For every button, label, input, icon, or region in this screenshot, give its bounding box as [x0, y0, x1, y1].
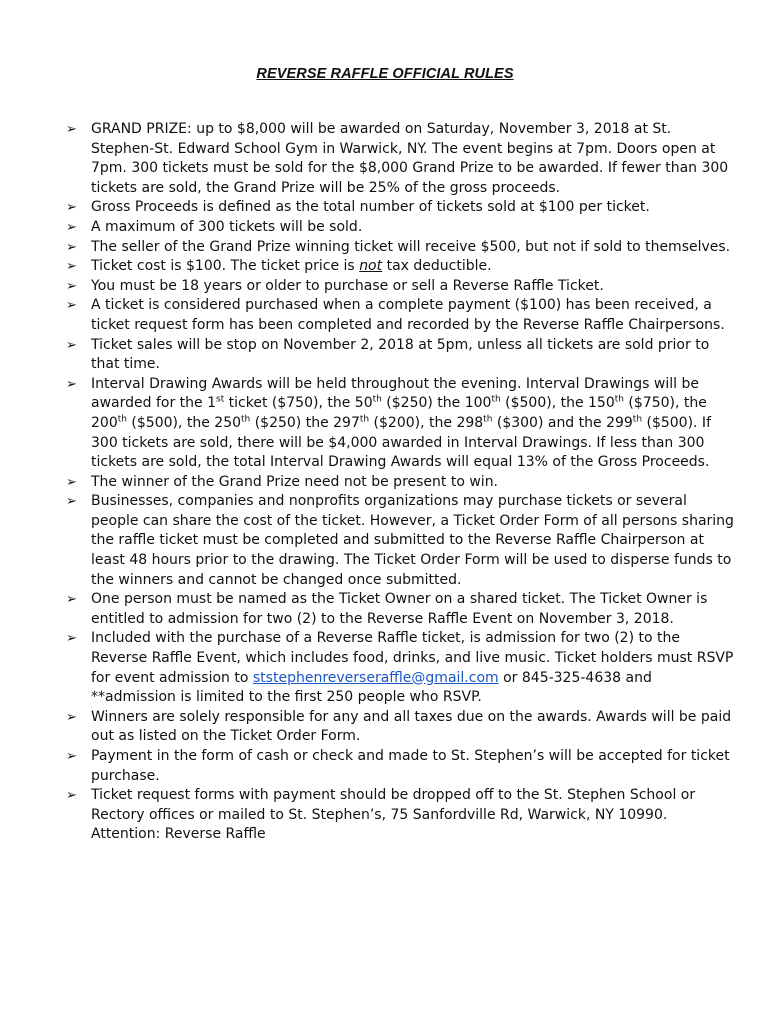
arrow-bullet-icon: ➢: [66, 278, 77, 294]
rule-grand-prize: [66, 120, 734, 198]
rule-text: ($250) the 100: [381, 395, 492, 412]
arrow-bullet-icon: ➢: [66, 239, 77, 255]
rule-text: ($500), the 150: [500, 395, 615, 412]
rule-text: The seller of the Grand Prize winning ticket will receive $500, but not if sold to themselves.: [91, 238, 731, 255]
emphasis-not: not: [359, 258, 383, 275]
arrow-bullet-icon: ➢: [66, 474, 77, 490]
rule-text: ($300) and the 299: [492, 414, 633, 431]
arrow-bullet-icon: ➢: [66, 298, 77, 314]
rule-text: Ticket request forms with payment should be dropped off to the St. Stephen School or Rectory offices or mailed to St. Stephen’s, 75 Sanfordville Rd, Warwick, NY 10990. Attention: Reverse Raffle: [91, 787, 696, 843]
ordinal-suffix: th: [632, 414, 643, 425]
arrow-bullet-icon: ➢: [66, 494, 77, 510]
arrow-bullet-icon: ➢: [66, 200, 77, 216]
rule-presence: [66, 473, 734, 493]
rule-text: or 845-325-4638 and **admission is limited to the first 250 people who RSVP.: [91, 669, 652, 706]
rule-text: Payment in the form of cash or check and made to St. Stephen’s will be accepted for ticket purchase.: [91, 748, 730, 784]
rule-ticket-cost: [66, 257, 734, 277]
arrow-bullet-icon: ➢: [66, 788, 77, 804]
rule-gross-proceeds: [66, 198, 734, 218]
arrow-bullet-icon: ➢: [66, 631, 77, 647]
arrow-bullet-icon: ➢: [66, 337, 77, 353]
arrow-bullet-icon: ➢: [66, 592, 77, 608]
page-title: REVERSE RAFFLE OFFICIAL RULES: [256, 66, 514, 82]
arrow-bullet-icon: ➢: [66, 749, 77, 764]
rule-sales-deadline: [66, 336, 734, 375]
rule-shared-tickets: [66, 492, 734, 590]
rule-text: ticket ($750), the 50: [224, 395, 373, 412]
rule-seller-award: [66, 238, 734, 258]
rsvp-email-link[interactable]: ststephenreverseraffle@gmail.com: [252, 669, 499, 686]
arrow-bullet-icon: ➢: [66, 376, 77, 392]
rule-ticket-owner: [66, 590, 734, 629]
rule-interval-drawings: [66, 375, 734, 473]
rule-text: ($750), the 200: [91, 395, 707, 431]
rule-text: Winners are solely responsible for any and all taxes due on the awards. Awards will be paid out as listed on the Ticket Order Form.: [91, 708, 732, 745]
rule-text: ($200), the 298: [369, 414, 484, 431]
ordinal-suffix: th: [491, 394, 501, 405]
ordinal-suffix: th: [359, 414, 370, 425]
ordinal-suffix: th: [241, 414, 251, 425]
rule-drop-off: [66, 786, 734, 845]
ordinal-suffix: th: [614, 394, 624, 405]
rule-text: You must be 18 years or older to purchase or sell a Reverse Raffle Ticket.: [91, 277, 604, 294]
rule-text: Interval Drawing Awards will be held throughout the evening. Interval Drawings will be awarded for the 1: [91, 375, 699, 412]
arrow-bullet-icon: ➢: [66, 219, 77, 235]
ordinal-suffix: st: [216, 394, 225, 405]
rule-max-tickets: [66, 218, 734, 238]
rule-text: Ticket sales will be stop on November 2, 2018 at 5pm, unless all tickets are sold prior to that time.: [91, 336, 710, 373]
rule-text: GRAND PRIZE: up to $8,000 will be awarded on Saturday, November 3, 2018 at St. Stephen-St. Edward School Gym in Warwick, NY. The event begins at 7pm. Doors open at 7pm. 300 tickets must be sold for the $8,000 Grand Prize to be awarded. If fewer than 300 tickets are sold, the Grand Prize will be 25% of the gross proceeds.: [91, 121, 729, 196]
rule-text: Included with the purchase of a Reverse Raffle ticket, is admission for two (2) to the Reverse Raffle Event, which includes food, drinks, and live music. Ticket holders must RSVP for event admission to: [91, 630, 734, 686]
rule-taxes: [66, 708, 734, 747]
arrow-bullet-icon: ➢: [66, 709, 77, 725]
rule-text: ($500), the 250: [126, 414, 242, 431]
rule-text: One person must be named as the Ticket Owner on a shared ticket. The Ticket Owner is entitled to admission for two (2) to the Reverse Raffle Event on November 3, 2018.: [91, 591, 708, 627]
rule-purchase-definition: [66, 296, 734, 335]
rule-text: Ticket cost is $100. The ticket price is: [91, 258, 360, 275]
rule-text: ($250) the 297: [250, 414, 360, 431]
rules-list: [66, 120, 734, 845]
rule-text: Businesses, companies and nonprofits organizations may purchase tickets or several people can share the cost of the ticket. However, a Ticket Order Form of all persons sharing the raffle ticket must be completed and submitted to the Reverse Raffle Chairperson at least 48 hours prior to the drawing. The Ticket Order Form will be used to disperse funds to the winners and cannot be changed once submitted.: [91, 493, 734, 588]
ordinal-suffix: th: [372, 394, 382, 405]
rule-text: A ticket is considered purchased when a complete payment ($100) has been received, a ticket request form has been completed and recorded by the Reverse Raffle Chairpersons.: [91, 297, 725, 333]
arrow-bullet-icon: ➢: [66, 122, 77, 137]
rule-age-requirement: [66, 277, 734, 297]
ordinal-suffix: th: [117, 414, 127, 425]
rule-admission-rsvp: [66, 629, 734, 707]
rule-text: Gross Proceeds is defined as the total number of tickets sold at $100 per ticket.: [91, 199, 650, 216]
rule-text: The winner of the Grand Prize need not be present to win.: [91, 473, 499, 490]
rule-text: tax deductible.: [382, 258, 492, 275]
arrow-bullet-icon: ➢: [66, 259, 77, 275]
rule-text: A maximum of 300 tickets will be sold.: [91, 218, 363, 235]
ordinal-suffix: th: [483, 414, 493, 425]
rule-payment: [66, 747, 734, 786]
rule-text: ($500). If 300 tickets are sold, there will be $4,000 awarded in Interval Drawings. If less than 300 tickets are sold, the total Interval Drawing Awards will equal 13% of the Gross Proceeds.: [91, 414, 711, 471]
